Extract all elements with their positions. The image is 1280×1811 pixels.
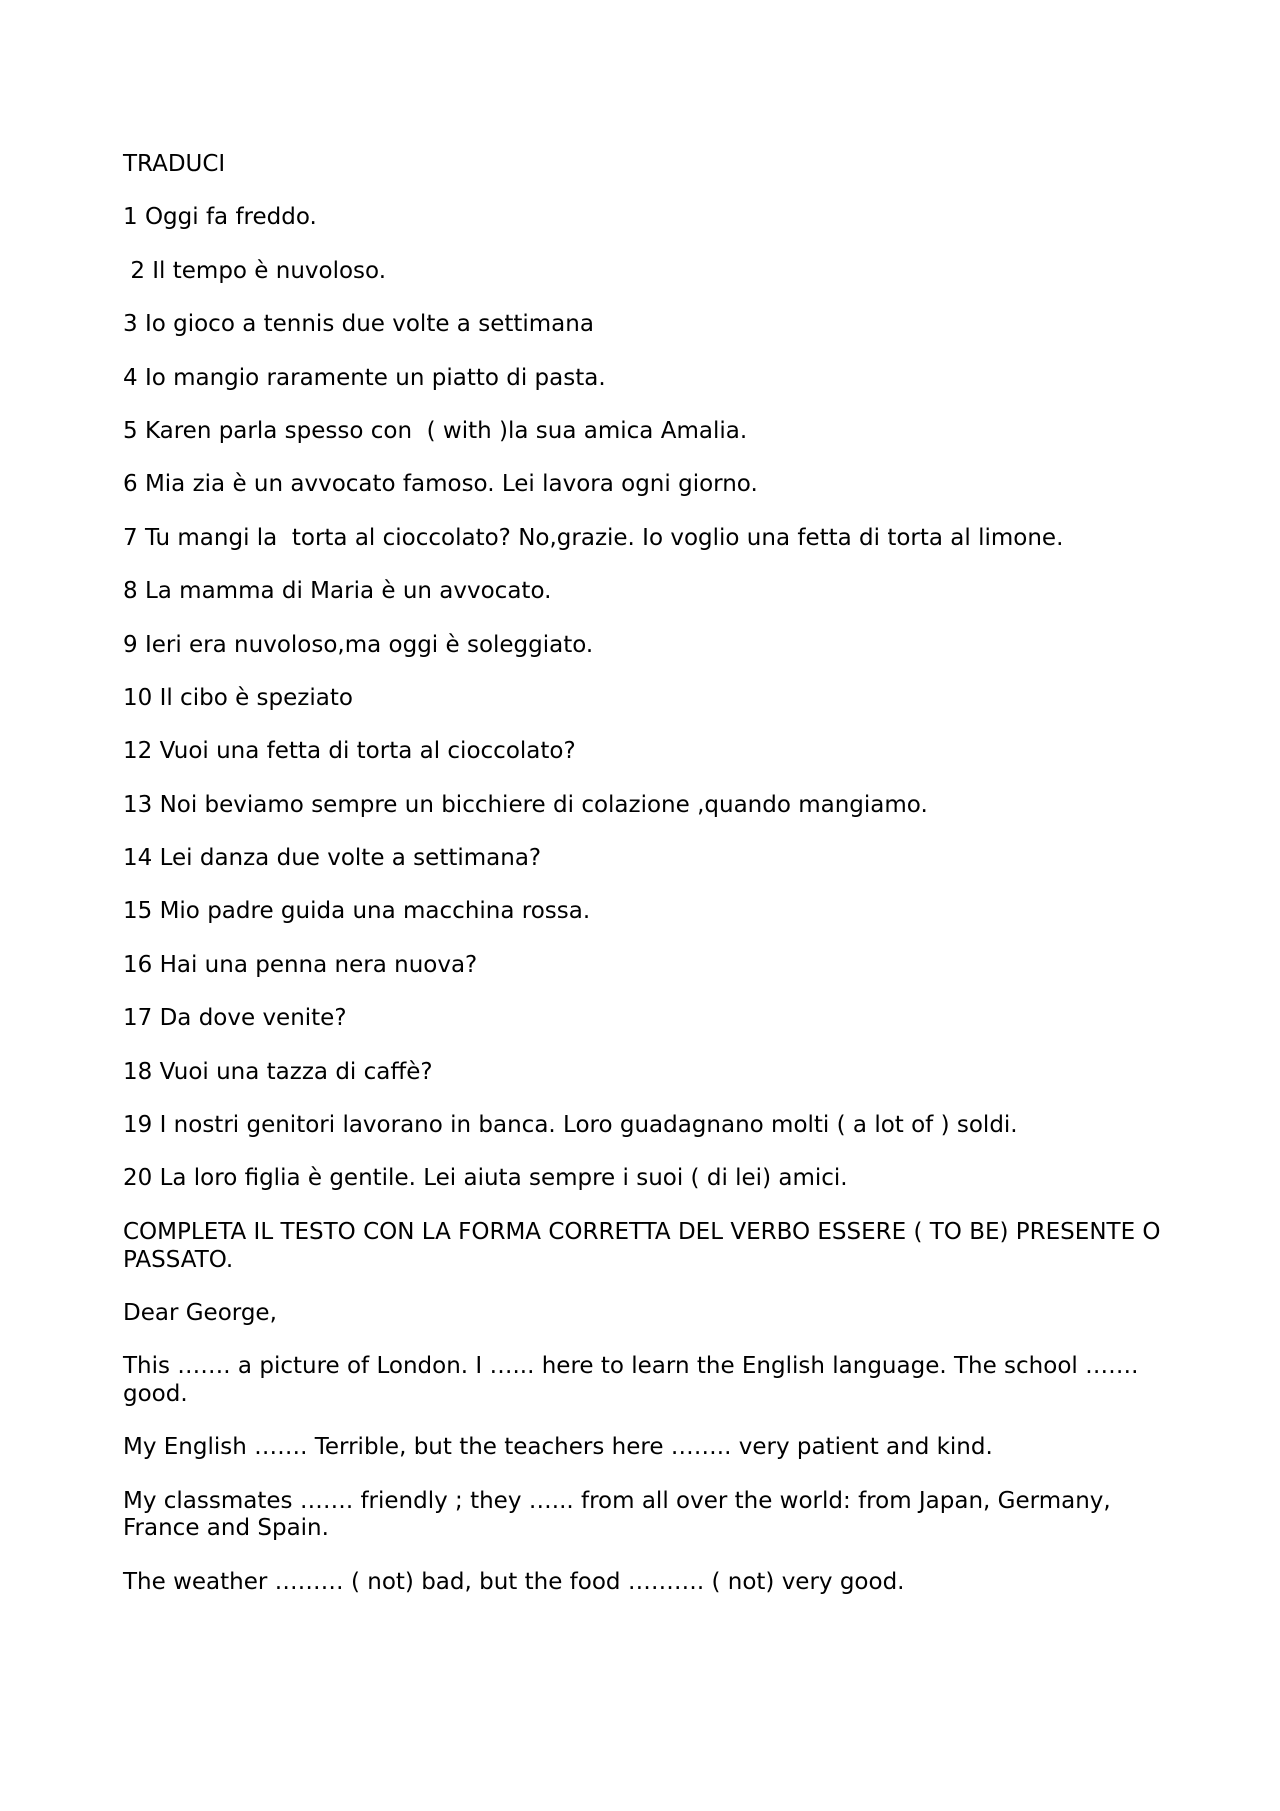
letter	[123, 1300, 1163, 1597]
translate-item: 16 Hai una penna nera nuova?	[123, 951, 478, 978]
letter-paragraph: This ……. a picture of London. I …... here to learn the English language. The school ……. good.	[123, 1353, 1146, 1407]
letter-paragraph: My classmates ……. friendly ; they …... from all over the world: from Japan, Germany, France and Spain.	[123, 1487, 1119, 1542]
translate-list	[123, 204, 1163, 1193]
document-body	[123, 151, 1168, 1622]
translate-item: 1 Oggi fa freddo.	[123, 204, 317, 231]
translate-item: 9 Ieri era nuvoloso,ma oggi è soleggiato.	[123, 631, 594, 658]
section-title: TRADUCI	[123, 151, 226, 177]
translate-item: 17 Da dove venite?	[123, 1005, 347, 1032]
translate-item: 14 Lei danza due volte a settimana?	[123, 845, 542, 872]
translate-item: 2 Il tempo è nuvoloso.	[123, 257, 387, 284]
translate-item: 5 Karen parla spesso con ( with )la sua amica Amalia.	[123, 417, 748, 444]
translate-item: 15 Mio padre guida una macchina rossa.	[123, 898, 591, 925]
letter-paragraph: The weather ……… ( not) bad, but the food ………. ( not) very good.	[123, 1568, 905, 1595]
exercise-instruction: COMPLETA IL TESTO CON LA FORMA CORRETTA DEL VERBO ESSERE ( TO BE) PRESENTE O PASSATO.	[123, 1218, 1168, 1273]
translate-item: 13 Noi beviamo sempre un bicchiere di colazione ,quando mangiamo.	[123, 791, 928, 818]
letter-greeting: Dear George,	[123, 1299, 277, 1326]
translate-item: 12 Vuoi una fetta di torta al cioccolato?	[123, 738, 576, 765]
translate-item: 3 Io gioco a tennis due volte a settimana	[123, 311, 594, 338]
translate-item: 7 Tu mangi la torta al cioccolato? No,grazie. Io voglio una fetta di torta al limone.	[123, 524, 1064, 551]
translate-item: 8 La mamma di Maria è un avvocato.	[123, 578, 552, 605]
translate-item: 4 Io mangio raramente un piatto di pasta.	[123, 364, 606, 391]
translate-item: 19 I nostri genitori lavorano in banca. Loro guadagnano molti ( a lot of ) soldi.	[123, 1112, 1018, 1139]
translate-item: 10 Il cibo è speziato	[123, 684, 353, 711]
letter-paragraph: My English ……. Terrible, but the teachers here …….. very patient and kind.	[123, 1434, 993, 1461]
translate-item: 18 Vuoi una tazza di caffè?	[123, 1058, 433, 1085]
translate-item: 6 Mia zia è un avvocato famoso. Lei lavora ogni giorno.	[123, 471, 758, 498]
translate-item: 20 La loro figlia è gentile. Lei aiuta sempre i suoi ( di lei) amici.	[123, 1165, 848, 1192]
